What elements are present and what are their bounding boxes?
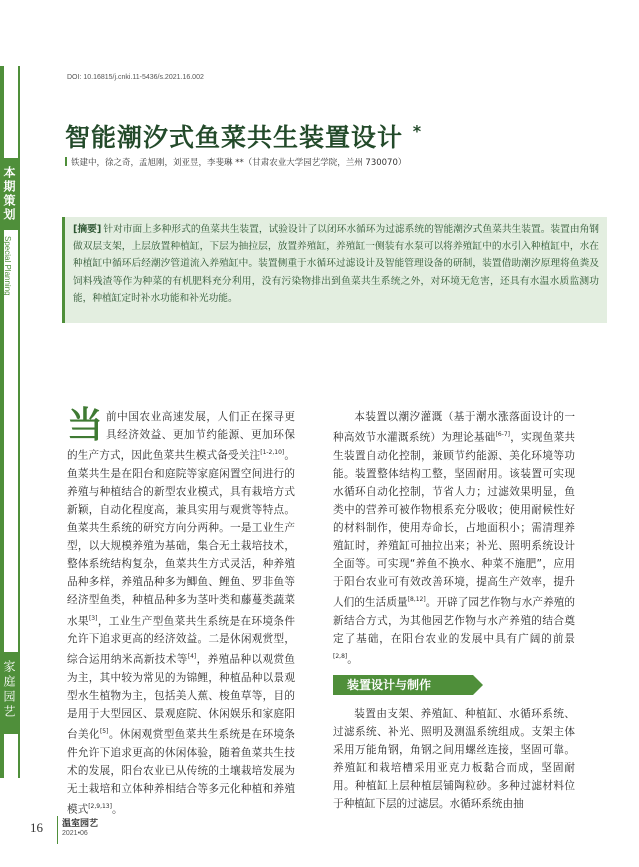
citation: [3]: [88, 614, 98, 622]
citation: [8,12]: [407, 596, 426, 604]
text-run: ，养殖品种以观赏鱼为主，其中较为常见的为锦鲤，种植品种以景观型水生植物为主，包括美人蕉、梭鱼草等，目的是用于大型园区、景观庭院、休闲娱乐和家庭阳台美化: [67, 653, 296, 741]
abstract-box: [62, 217, 607, 323]
text-run: 。开辟了园艺作物与水产养殖的新结合方式，为其他园艺作物与水产养殖的结合奠定了基础，在阳台农业的发展中具有广阔的前景: [333, 597, 576, 646]
text-run: 。: [111, 803, 123, 816]
citation: [5]: [99, 728, 109, 736]
text-run: 本装置以潮汐灌溉（基于潮水涨落面设计的一种高效节水灌溉系统）为理论基础: [333, 411, 575, 444]
text-run: 。: [347, 653, 358, 666]
section-label-en: Special Planning: [3, 236, 12, 296]
article-title: [65, 118, 422, 154]
citation: [1-2,10]: [260, 449, 285, 457]
text-run: ，实现鱼菜共生装置自动化控制，兼顾节约能源、美化环境等功能。装置整体结构工整，坚固耐用。该装置可实现水循环自动化控制，节省人力；过滤效果明显，鱼类中的营养可被作物根系充分吸收；使用耐候性好的材料制作，使用寿命长，占地面积小；需清理养殖缸时，养殖缸可抽拉出来；补光、照明系统设计全面等。可实现“养鱼不换水、种菜不施肥”，应用于阳台农业可有效改善环境，提高生产效率，提升人们的生活质量: [333, 431, 576, 609]
citation: [2,9,13]: [88, 803, 112, 811]
abstract-tag: [摘要]: [73, 224, 102, 235]
citation: [6-7]: [495, 431, 510, 439]
text-run: 。鱼菜共生是在阳台和庭院等家庭闲置空间进行的养殖与种植结合的新型农业模式，具有栽培方式新颖，自动化程度高，兼具实用与观赏等特点。鱼菜共生系统的研究方向分两种。一是工业生产型，以大规模养殖为基础，集合无土栽培技术，整体系统结构复杂，鱼菜共生方式灵活，种养殖品种多样，养殖品种多为鲫鱼、鲤鱼、罗非鱼等经济型鱼类，种植品种多为茎叶类和藤蔓类蔬菜水果: [67, 449, 296, 628]
title-text: 智能潮汐式鱼菜共生装置设计: [65, 123, 404, 152]
doi: DOI: 10.16815/j.cnki.11-5436/s.2021.16.002: [67, 74, 204, 81]
authors: 铁建中，徐之奇，孟旭刚，刘亚昱，李斐琳 **（甘肃农业大学园艺学院，兰州 730070）: [65, 156, 406, 168]
section-heading-wrap: [333, 673, 575, 699]
abstract-text: 针对市面上多种形式的鱼菜共生装置，试验设计了以闭环水循环为过滤系统的智能潮汐式鱼菜共生装置。装置由角钢做双层支架，上层放置种植缸，下层为抽拉层，放置养殖缸，养殖缸一侧装有水泵可以将养殖缸中的水引入种植缸中，水在种植缸中循环后经潮汐管道流入养殖缸中。装置侧重于水循环过滤设计及智能管理设备的研制，装置借助潮汐原理将鱼粪及饲料残渣等作为种菜的有机肥料充分利用，没有污染物排出到鱼菜共生系统之外，对环境无危害，还具有水温水质监测功能，种植缸定时补水功能和补光功能。: [73, 224, 599, 304]
issue-number: 2021•06: [62, 830, 88, 837]
column-label: 家庭园艺: [2, 660, 16, 720]
paragraph: [333, 408, 575, 669]
section-heading: 装置设计与制作: [333, 675, 473, 695]
page-number: 16: [30, 820, 43, 835]
footer-divider: [57, 816, 58, 844]
body-column-left: [67, 405, 296, 819]
body-column-right: [333, 408, 575, 813]
journal-name: 温室园艺: [62, 819, 99, 829]
citation: [2,8]: [333, 653, 348, 661]
text-run: 前中国农业高速发展，人们正在探寻更具经济效益、更加节约能源、更加环保的生产方式，因此鱼菜共生模式备受关注: [67, 411, 295, 462]
paragraph: 装置由支架、养殖缸、种植缸、水循环系统、过滤系统、补光、照明及测温系统组成。支架主体采用万能角钢，角钢之间用螺丝连接，坚固可靠。养殖缸和栽培槽采用亚克力板黏合而成，坚固耐用。种植缸上层种植层铺陶粒砂。多种过滤材料位于种植缸下层的过滤层。水循环系统由抽: [333, 707, 575, 811]
citation: [4]: [187, 653, 197, 661]
drop-cap: 当: [67, 405, 104, 446]
title-footnote-mark: *: [412, 121, 423, 141]
section-label: 本期策划: [2, 166, 16, 222]
text-run: 。休闲观赏型鱼菜共生系统是在环境条件允许下追求更高的休闲体验，随着鱼菜共生技术的发展，阳台农业已从传统的土壤栽培发展为无土栽培和立体种养相结合等多元化种植和养殖模式: [67, 728, 296, 816]
paragraph: [67, 405, 296, 819]
text-run: ，工业生产型鱼菜共生系统是在环境条件允许下追求更高的经济效益。二是休闲观赏型，综合运用纳米高新技术等: [67, 615, 296, 666]
